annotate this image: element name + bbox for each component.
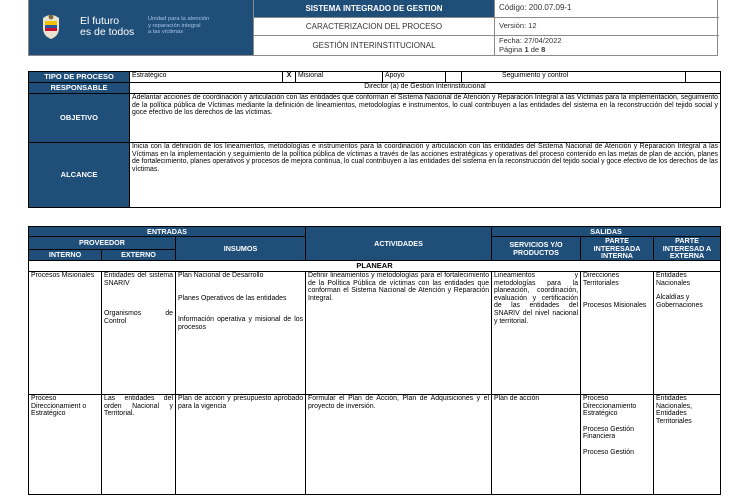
alcance-label: ALCANCE	[29, 143, 130, 208]
logo	[29, 0, 254, 55]
actividades-header: ACTIVIDADES	[306, 227, 492, 261]
row-servicios: Plan de acción	[492, 395, 581, 495]
process-info-table	[28, 71, 721, 208]
characterization-table	[28, 226, 721, 495]
salidas-header: SALIDAS	[492, 227, 721, 237]
row-interna: Proceso Direccionamiento Estratégico Proceso Gestión Financiera Proceso Gestión	[581, 395, 654, 495]
objetivo-text: Adelantar acciones de coordinación y articulación con las entidades que conforman el Sistema Nacional de Atención y Reparación Integral a las Víctimas para la implementación, seguimiento de la política pública de Víctimas mediante la definición de lineamientos, metodologías e instrumentos, lo cual contribuyen a las entidades del sistema en la reconstrucción del tejido social y goce efectivo de los derechos de las víctimas.	[130, 94, 721, 143]
table-row	[29, 395, 721, 495]
row-externo: Las entidades del orden Nacional y Territorial.	[102, 395, 176, 495]
row-interna: Direcciones Territoriales Procesos Misionales	[581, 272, 654, 395]
tipo-estrategico-mark: X	[283, 72, 296, 83]
row-insumos: Plan Nacional de Desarrollo Planes Operativos de las entidades Información operativa y misional de los procesos	[176, 272, 306, 395]
process-name: GESTIÓN INTERINSTITUCIONAL	[312, 41, 436, 50]
table-row	[29, 272, 721, 395]
row-actividad: Definir lineamientos y metodologías para el fortalecimiento de la Política Pública de víctimas con las entidades que conforman el Sistema Nacional de Atención y Reparación Integral.	[306, 272, 492, 395]
document-code: Código: 200.07.09-1	[494, 0, 719, 18]
objetivo-label: OBJETIVO	[29, 94, 130, 143]
system-title: SISTEMA INTEGRADO DE GESTION	[254, 0, 494, 18]
document-version: Versión: 12	[494, 18, 719, 36]
tipo-apoyo-mark	[446, 72, 462, 83]
row-externa: Entidades Nacionales, Entidades Territoriales	[654, 395, 721, 495]
row-actividad: Formular el Plan de Acción, Plan de Adquisiciones y el proyecto de inversión.	[306, 395, 492, 495]
document-header	[28, 0, 718, 56]
section-planear: PLANEAR	[29, 261, 721, 272]
row-servicios: Lineamientos y metodologías para la planeación, coordinación, evaluación y certificación de las entidades del SNARIV del nivel nacional y territorial.	[492, 272, 581, 395]
logo-slogan: El futuro es de todos	[80, 15, 135, 38]
tipo-apoyo: Apoyo	[383, 72, 446, 83]
tipo-proceso-label: TIPO DE PROCESO	[29, 72, 130, 83]
row-externa: Entidades Nacionales Alcaldías y Gobernaciones	[654, 272, 721, 395]
coat-of-arms-icon	[40, 12, 62, 40]
insumos-header: INSUMOS	[176, 237, 306, 261]
parte-interna-header: PARTE INTERESADA INTERNA	[581, 237, 654, 261]
document-title: CARACTERIZACION DEL PROCESO	[254, 18, 494, 36]
proveedor-header: PROVEEDOR	[29, 237, 176, 250]
alcance-text: Inicia con la definición de los lineamientos, metodologías e instrumentos para la coordinación y articulación con las entidades del Sistema Nacional de Atención y Reparación Integral a las Víctimas en la implementación y seguimiento de la política pública de víctimas a través de las acciones estratégicas y operativas del proceso contenido en las metas de plan de acción, planes de fortalecimiento, planes operativos y procesos de mejora continua, lo cual contribuyen a las entidades del sistema en la reconstrucción del tejido social y goce efectivo de los derechos de las víctimas.	[130, 143, 721, 208]
responsable-label: RESPONSABLE	[29, 83, 130, 94]
logo-unit-name: Unidad para la atención y reparación integral a las víctimas	[148, 16, 210, 35]
interno-header: INTERNO	[29, 250, 102, 261]
tipo-seguimiento: Seguimiento y control	[462, 72, 686, 83]
tipo-seguimiento-mark	[686, 72, 721, 83]
row-interno: Procesos Misionales	[29, 272, 102, 395]
entradas-header: ENTRADAS	[29, 227, 306, 237]
parte-externa-header: PARTE INTERESAD A EXTERNA	[654, 237, 721, 261]
row-insumos: Plan de acción y presupuesto aprobado para la vigencia	[176, 395, 306, 495]
responsable-value: Director (a) de Gestión Interinstitucional	[130, 83, 721, 94]
row-interno: Proceso Direccionamient o Estratégico	[29, 395, 102, 495]
row-externo: Entidades del sistema SNARIV Organismos de Control	[102, 272, 176, 395]
tipo-estrategico: Estratégico	[130, 72, 283, 83]
servicios-header: SERVICIOS Y/O PRODUCTOS	[492, 237, 581, 261]
page-number: Página 1 de 8	[499, 44, 546, 54]
externo-header: EXTERNO	[102, 250, 176, 261]
document-date-page	[494, 36, 719, 55]
document-date: Fecha: 27/04/2022	[499, 36, 562, 45]
tipo-misional: Misional	[296, 72, 383, 83]
